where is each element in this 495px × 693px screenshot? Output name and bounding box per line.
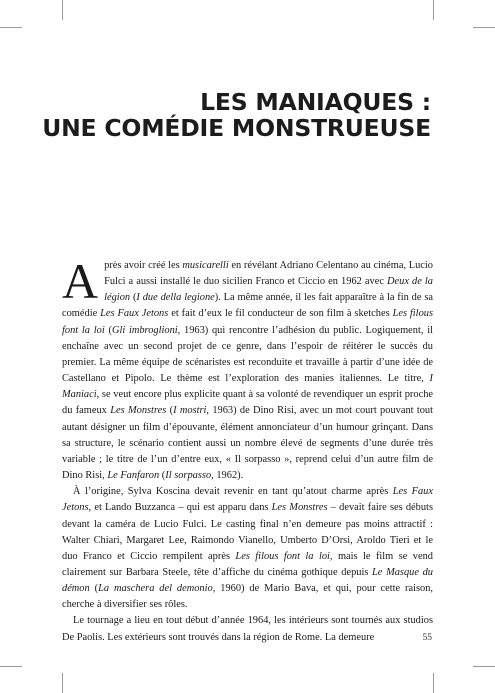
chapter-title-line-2: UNE COMÉDIE MONSTRUEUSE [42, 114, 431, 142]
text-run: , 1963) qui rencontre l’adhésion du public. Logiquement, il enchaîne avec un second projet de ce genre, dans l’espoir de réitérer le succès du premier. La même équipe de scénaristes est reconduite et travaille à partir d’une idée de Castellano et Pipolo. Le thème est l’exploration des manies italiennes. Le titre, [62, 324, 433, 385]
crop-mark [473, 27, 495, 28]
crop-mark [0, 666, 22, 667]
italic-title: Il sorpasso [165, 470, 212, 482]
text-run: ( [159, 470, 166, 482]
paragraph-1 [62, 253, 434, 484]
text-run: Le tournage a lieu en tout début d’année 1964, les intérieurs sont tournés aux studios De Paolis. Les extérieurs sont trouvés dans la région de Rome. La demeure [62, 615, 433, 643]
text-run: ). La même année, il les fait apparaître à la fin de sa comédie [62, 292, 433, 320]
italic-title: Gli imbroglioni [111, 324, 178, 336]
text-run: en révélant Adriano Celentano au cinéma, Lucio Fulci a aussi installé le duo sicilien Franco et Ciccio en 1962 avec [104, 260, 433, 288]
text-run: , mais le film se vend clairement sur Barbara Steele, tête d’affiche du cinéma gothique depuis [62, 550, 433, 578]
text-run: , et Lando Buzzanca – qui est apparu dans [88, 502, 272, 514]
crop-mark [62, 673, 63, 693]
italic-title: Deux de la légion [104, 276, 433, 304]
text-run: ( [104, 324, 112, 336]
crop-mark [62, 0, 63, 20]
text-run: À l’origine, Sylva Koscina devait revenir en tant qu’atout charme après [73, 486, 393, 498]
text-run: près avoir créé les [104, 260, 183, 271]
italic-title: Les Faux Jetons [100, 308, 169, 320]
italic-title: I due della legione [136, 292, 215, 304]
crop-mark [433, 673, 434, 693]
italic-title: Les Monstres [110, 405, 167, 417]
crop-mark [0, 27, 22, 28]
chapter-title-line-1: LES MANIAQUES : [200, 88, 431, 116]
crop-mark [473, 666, 495, 667]
text-run: ( [130, 292, 137, 304]
italic-title: Les Faux Jetons [62, 486, 433, 514]
crop-mark [433, 0, 434, 20]
italic-title: Les filous font la loi [235, 550, 330, 562]
italic-title: Le Fanfaron [107, 470, 160, 482]
italic-title: Les Monstres [271, 502, 328, 514]
italic-title: Le Masque du démon [62, 566, 433, 595]
paragraph-3 [62, 613, 433, 645]
paragraph-2 [62, 484, 433, 613]
text-run: , se veut encore plus explicite quant à sa volonté de revendiquer un esprit proche du fameux [62, 389, 433, 417]
italic-title: I mostri [173, 405, 207, 417]
text-run: et fait d’eux le fil conducteur de son film à sketches [168, 308, 393, 320]
text-run: , 1962). [211, 470, 244, 482]
drop-cap: A [62, 253, 99, 309]
text-run: , 1963) de Dino Risi, avec un mot court pouvant tout autant désigner un film d’épouvante, élément annonciateur d’un humour grinçant. Dans sa structure, le scénario contient aussi un nombre élevé de segments d’une durée très variable ; le titre de l’un d’entre eux, « Il sorpasso », reprend celui d’un autre film de Dino Risi, [62, 405, 434, 482]
text-run: ( [166, 405, 174, 417]
body-text [62, 253, 434, 646]
italic-title: musicarelli [182, 260, 229, 271]
italic-title: La maschera del demonio [98, 583, 213, 595]
text-run: , 1960) de Mario Bava, et qui, pour cette raison, cherche à diversifier ses rôles. [62, 583, 434, 611]
text-run: – devait faire ses débuts devant la caméra de Lucio Fulci. Le casting final n’en demeure pas moins attractif : Walter Chiari, Margaret Lee, Raimondo Vianello, Umberto D’Orsi, Aroldo Tieri et le duo Franco et Ciccio rempilent après [62, 502, 433, 562]
text-run: ( [89, 583, 99, 595]
page-number: 55 [422, 633, 432, 643]
italic-title: Les filous font la loi [62, 308, 434, 336]
italic-title: I Maniaci [62, 373, 433, 401]
